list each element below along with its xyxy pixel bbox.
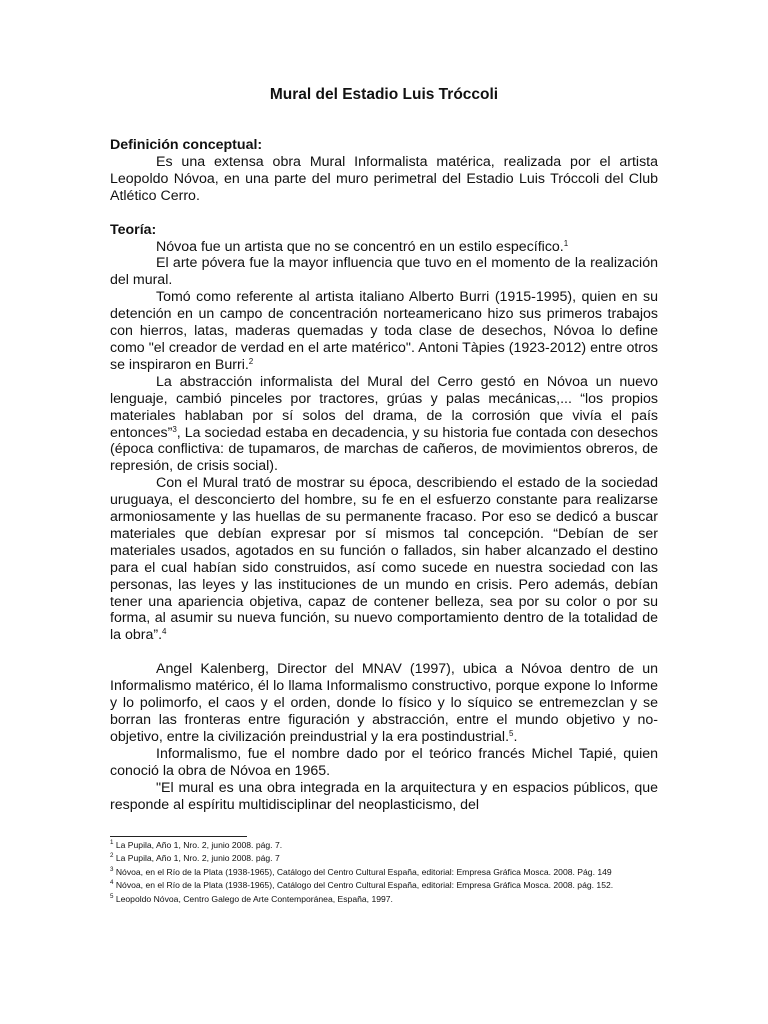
section-heading-definicion: Definición conceptual: xyxy=(110,137,263,153)
footnote-ref-4[interactable]: 4 xyxy=(162,627,167,637)
footnote-divider xyxy=(110,836,247,837)
footnote-ref-5[interactable]: 5 xyxy=(509,728,514,738)
document-body xyxy=(110,137,658,813)
paragraph-teoria-6: Angel Kalenberg, Director del MNAV (1997), ubica a Nóvoa dentro de un Informalismo matérico, él lo llama Informalismo constructivo, porque expone lo Informe y lo polimorfo, el caos y el orden, donde lo físico y lo síquico se entremezclan y se borran las fronteras entre figuración y abstracción, entre el mundo objetivo y no-objetivo, entre la civilización preindustrial y la era postindustrial.$^5$. xyxy=(110,661,658,745)
page-title: Mural del Estadio Luis Tróccoli xyxy=(269,86,499,103)
footnote-item: $^4$ Nóvoa, en el Río de la Plata (1938-1965), Catálogo del Centro Cultural España, editorial: Empresa Gráfica Mosca. 2008. pág. 152. xyxy=(110,879,614,891)
paragraph-teoria-4: La abstracción informalista del Mural del Cerro gestó en Nóvoa un nuevo lenguaje, cambió pinceles por tractores, grúas y palas mecánicas,... “los propios materiales hablaban por sí solos del drama, de la corrosión que vivía el país entonces”$^3$, La sociedad estaba en decadencia, y su historia fue contada con desechos (época conflictiva: de tupamaros, de marchas de cañeros, de movimientos obreros, de represión, de crisis social). xyxy=(110,373,658,475)
paragraph-teoria-7: Informalismo, fue el nombre dado por el teórico francés Michel Tapié, quien conoció la obra de Nóvoa en 1965. xyxy=(110,745,658,779)
footnote-ref-2[interactable]: 2 xyxy=(248,356,254,366)
paragraph-teoria-8: "El mural es una obra integrada en la arquitectura y en espacios públicos, que responde al espíritu multidisciplinar del neoplasticismo, del xyxy=(110,779,658,813)
footnote-item: $^5$ Leopoldo Nóvoa, Centro Galego de Arte Contemporánea, España, 1997. xyxy=(110,892,393,904)
paragraph-teoria-1: Nóvoa fue un artista que no se concentró en un estilo específico.$^1$ xyxy=(156,238,569,255)
footnote-ref-3[interactable]: 3 xyxy=(172,424,177,434)
footnotes xyxy=(110,840,658,907)
footnote-ref-1[interactable]: 1 xyxy=(563,238,569,248)
footnote-item: $^2$ La Pupila, Año 1, Nro. 2, junio 2008. pág. 7 xyxy=(110,852,280,864)
footnote-item: $^1$ La Pupila, Año 1, Nro. 2, junio 2008. pág. 7. xyxy=(110,839,283,850)
paragraph-teoria-2: El arte póvera fue la mayor influencia que tuvo en el momento de la realización del mural. xyxy=(110,255,658,289)
paragraph-teoria-5: Con el Mural trató de mostrar su época, describiendo el estado de la sociedad uruguaya, el desconcierto del hombre, su fe en el esfuerzo constante para realizarse armoniosamente y las huellas de su permanente fracaso. Por eso se dedicó a buscar materiales que debían expresar por sí mismos tal concepción. “Debían de ser materiales usados, agotados en su función o fallados, sin haber alcanzado el destino para el cual habían sido construidos, así como sucede en nuestra sociedad con las personas, las leyes y las instituciones de un mundo en crisis. Pero además, debían tener una apariencia objetiva, capaz de contener belleza, sea por su color o por su forma, al asumir su nueva función, su nuevo comportamiento dentro de la totalidad de la obra”.$^4$ xyxy=(110,475,658,644)
section-heading-teoria: Teoría: xyxy=(110,221,157,238)
paragraph-teoria-3: Tomó como referente al artista italiano Alberto Burri (1915-1995), quien en su detención en un campo de concentración norteamericano hizo sus primeros trabajos con hierros, latas, maderas quemadas y toda clase de desechos, Nóvoa lo define como "el creador de verdad en el arte matérico". Antoni Tàpies (1923-2012) entre otros se inspiraron en Burri.$^2$ xyxy=(110,289,658,373)
paragraph-definicion: Es una extensa obra Mural Informalista matérica, realizada por el artista Leopoldo Nóvoa, en una parte del muro perimetral del Estadio Luis Tróccoli del Club Atlético Cerro. xyxy=(110,153,658,204)
footnote-item: $^3$ Nóvoa, en el Río de la Plata (1938-1965), Catálogo del Centro Cultural España, editorial: Empresa Gráfica Mosca. 2008. Pág. 149 xyxy=(110,865,612,877)
